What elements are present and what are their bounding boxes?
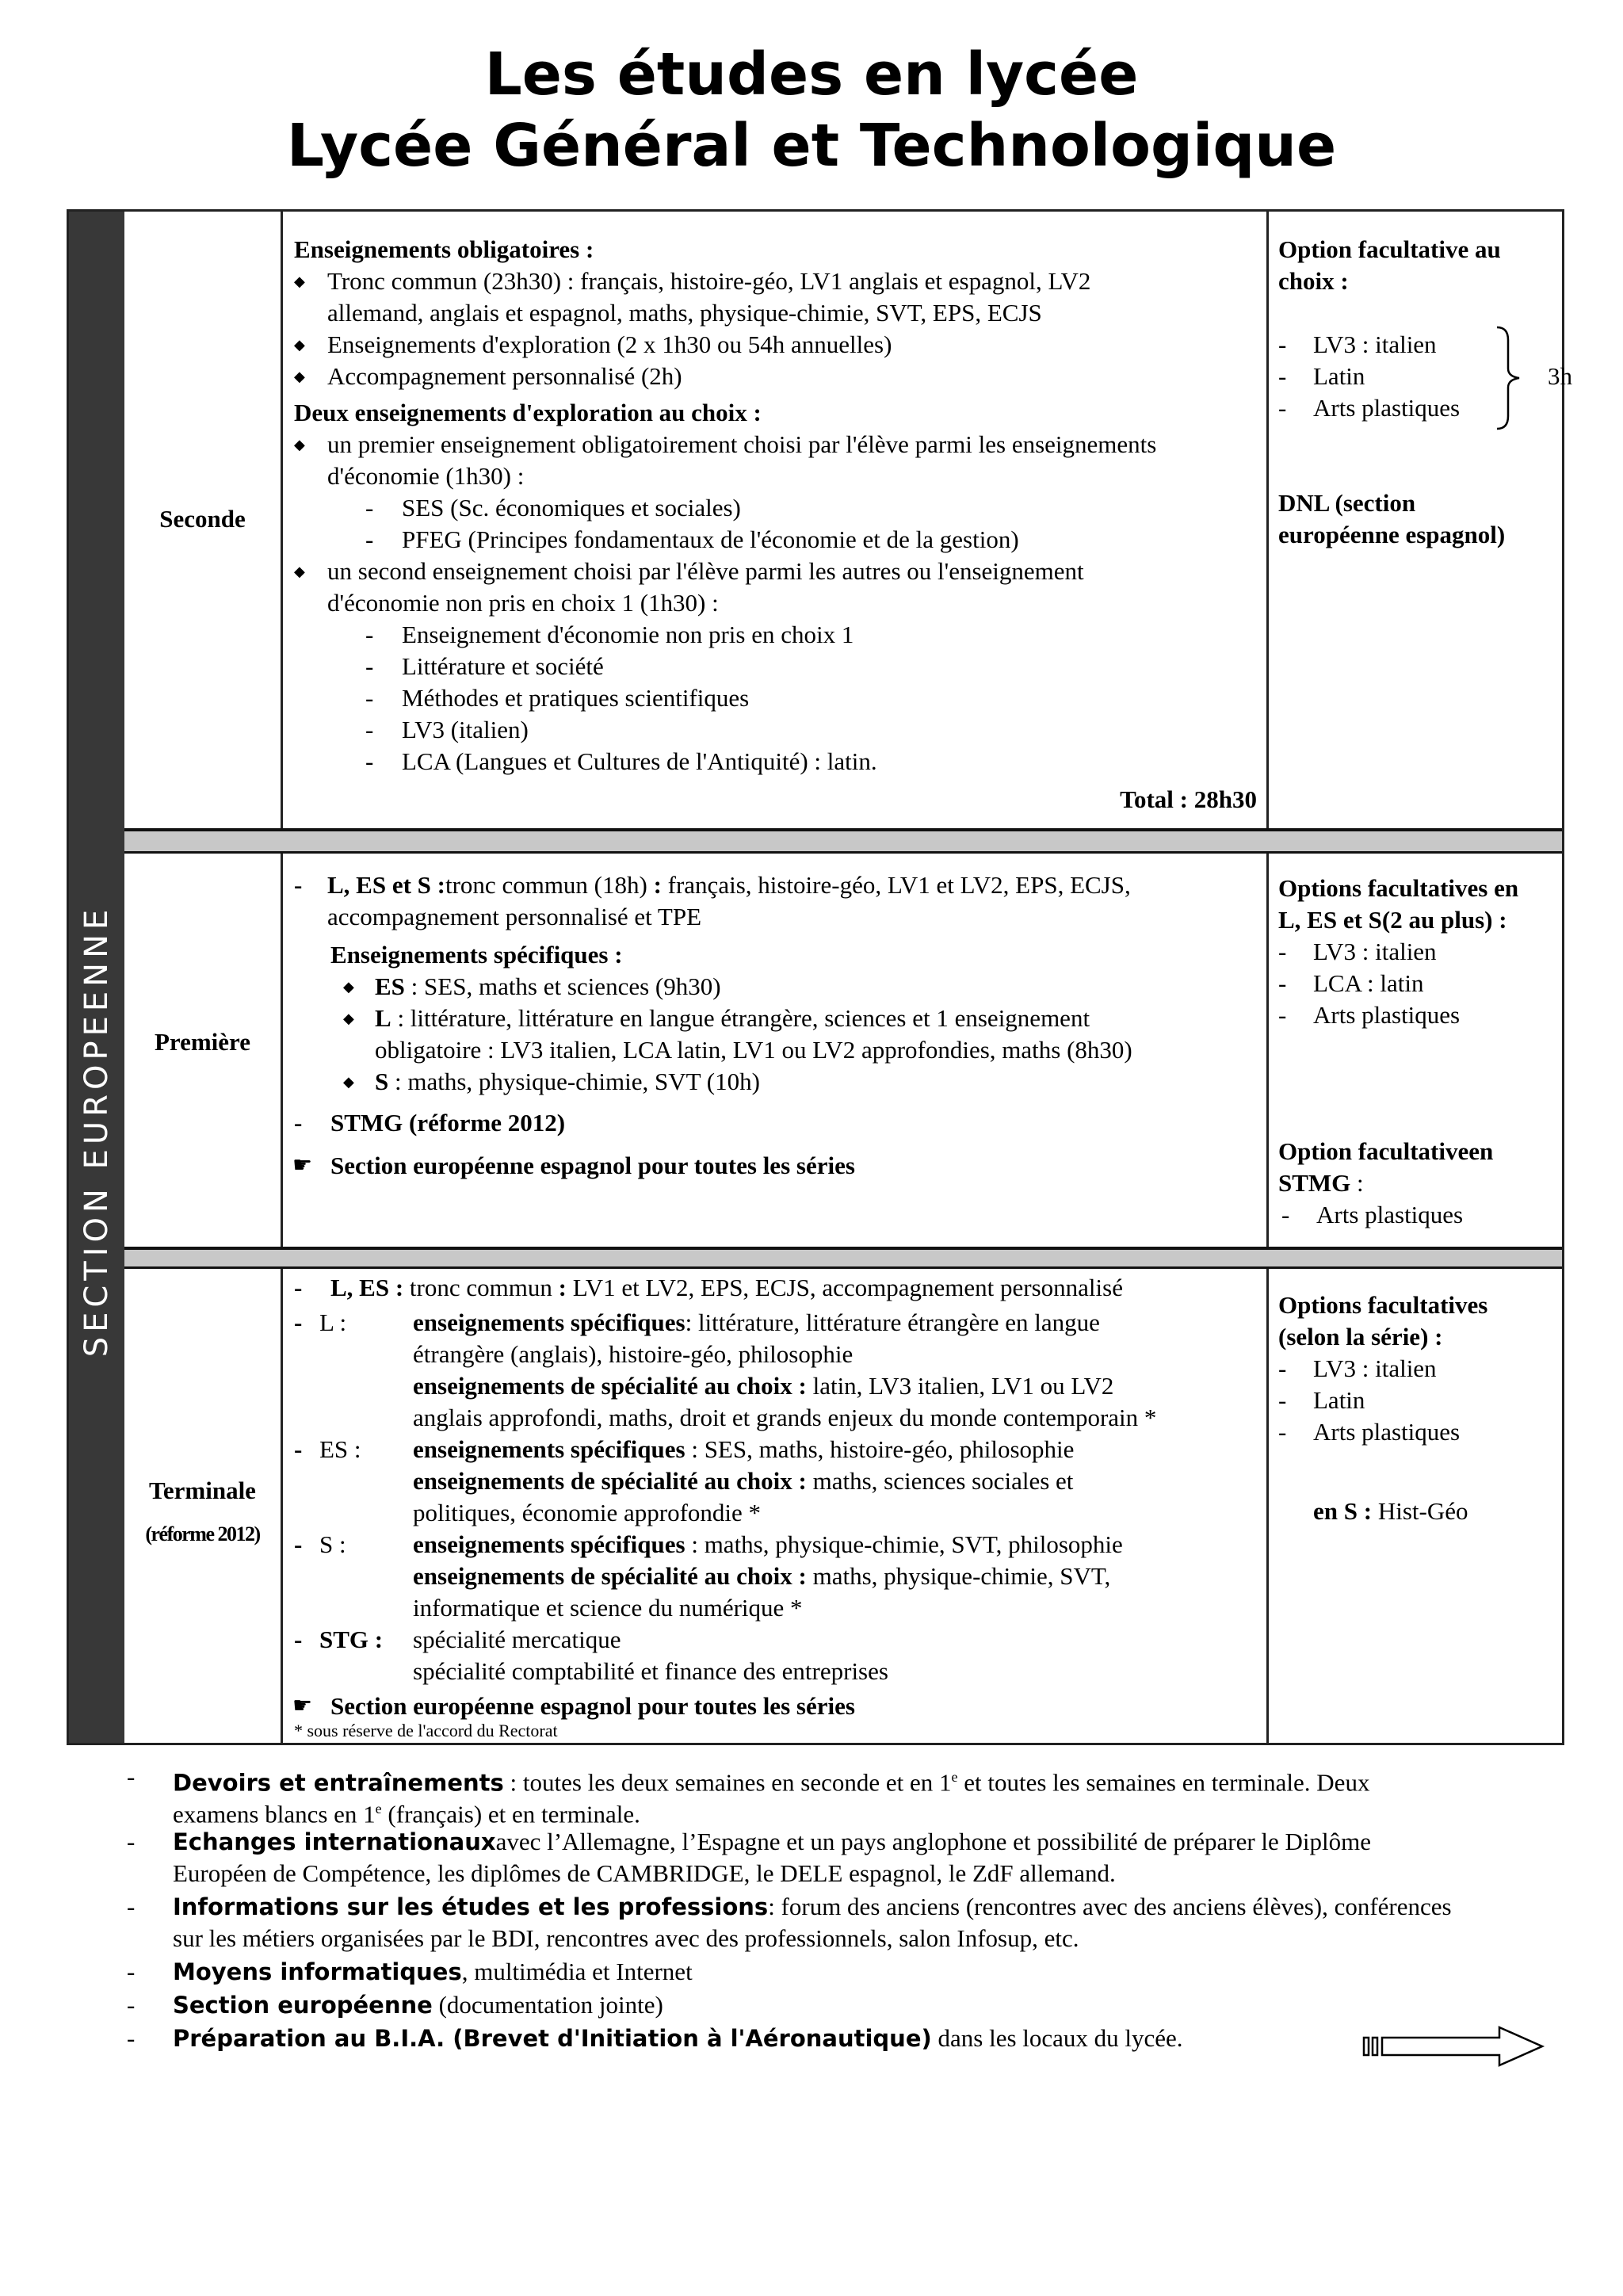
- series-label: ES :: [319, 1435, 361, 1463]
- text: : maths, physique-chimie, SVT, philosophie: [685, 1530, 1123, 1558]
- note-text: [173, 1793, 1536, 1830]
- dash: -: [294, 1308, 303, 1336]
- list-item: allemand, anglais et espagnol, maths, physique-chimie, SVT, EPS, ECJS: [327, 299, 1042, 327]
- text: anglais approfondi, maths, droit et grands enjeux du monde contemporain *: [413, 1404, 1157, 1431]
- dash: -: [294, 1530, 303, 1558]
- dash: -: [1278, 1386, 1287, 1414]
- note-text: [173, 2023, 1536, 2054]
- text: : maths, physique-chimie, SVT (10h): [388, 1068, 760, 1095]
- dash: -: [294, 1626, 303, 1653]
- tronc-commun-line: [330, 1272, 1123, 1304]
- series-label: S: [375, 1068, 389, 1095]
- text: examens blancs en 1: [173, 1800, 376, 1828]
- row-terminale: [124, 1269, 1562, 1745]
- dash: -: [1278, 330, 1287, 358]
- list-item: SES (Sc. économiques et sociales): [402, 494, 741, 521]
- options-cell: [1269, 1269, 1562, 1745]
- option-item: LV3 : italien: [1313, 330, 1437, 358]
- text: enseignements spécifiques: [413, 1530, 685, 1558]
- dash: -: [127, 1763, 136, 1790]
- dash: -: [365, 684, 374, 712]
- next-page-arrow-icon[interactable]: [1361, 2024, 1547, 2069]
- row-seconde: [124, 212, 1572, 828]
- option-item: [1313, 1496, 1468, 1527]
- text: maths, sciences sociales et: [806, 1467, 1074, 1495]
- option-item: Arts plastiques: [1316, 1201, 1464, 1228]
- level-note: (réforme 2012): [145, 1522, 260, 1545]
- text: enseignements spécifiques: [413, 1308, 685, 1336]
- text: spécialité comptabilité et finance des entreprises: [413, 1657, 888, 1685]
- text: étrangère (anglais), histoire-géo, philosophie: [413, 1340, 854, 1368]
- dash: -: [294, 1435, 303, 1463]
- note-text: [173, 1989, 1536, 2021]
- list-item: Enseignement d'économie non pris en choix 1: [402, 621, 854, 648]
- dash: -: [1278, 394, 1287, 422]
- series-label: L :: [319, 1308, 347, 1336]
- options-heading: (selon la série) :: [1278, 1323, 1443, 1350]
- note-text: Européen de Compétence, les diplômes de CAMBRIDGE, le DELE espagnol, le ZdF allemand.: [173, 1859, 1116, 1887]
- text: : toutes les deux semaines en seconde et en 1: [503, 1768, 952, 1797]
- text: informatique et science du numérique *: [413, 1594, 803, 1622]
- diamond-bullet-icon: ◆: [294, 369, 305, 384]
- text: : littérature, littérature étrangère en langue: [685, 1308, 1100, 1336]
- text: e: [951, 1769, 958, 1785]
- dash: -: [365, 525, 374, 553]
- text: , multimédia et Internet: [461, 1958, 693, 1985]
- text: enseignements spécifiques: [413, 1435, 685, 1463]
- diamond-bullet-icon: ◆: [294, 563, 305, 579]
- dash: -: [1278, 969, 1287, 997]
- text: :: [653, 871, 662, 899]
- text: latin, LV3 italien, LV1 ou LV2: [806, 1372, 1114, 1400]
- text: LV1 et LV2, EPS, ECJS, accompagnement personnalisé: [566, 1274, 1123, 1301]
- series-label: L: [375, 1004, 391, 1032]
- dash: -: [127, 1893, 136, 1920]
- options-heading: Option facultativeen: [1278, 1137, 1494, 1165]
- text: tronc commun (18h): [445, 871, 654, 899]
- footnote: * sous réserve de l'accord du Rectorat: [294, 1721, 558, 1740]
- text: avec l’Allemagne, l’Espagne et un pays anglophone et possibilité de préparer le Diplôme: [495, 1828, 1372, 1855]
- text: e: [375, 1801, 382, 1817]
- total-hours: Total : 28h30: [1120, 785, 1257, 813]
- curriculum-table: [67, 209, 1572, 1745]
- list-item: LCA (Langues et Cultures de l'Antiquité) : latin.: [402, 747, 877, 775]
- note-text: [173, 1826, 1536, 1858]
- text: (documentation jointe): [432, 1991, 663, 2019]
- option-hours: 3h: [1548, 362, 1572, 390]
- section-sidebar: [69, 212, 124, 1743]
- text: Hist-Géo: [1372, 1497, 1468, 1525]
- dash: -: [1278, 362, 1287, 390]
- text: :: [558, 1274, 567, 1301]
- list-item: d'économie non pris en choix 1 (1h30) :: [327, 589, 719, 617]
- options-heading: [1278, 1167, 1364, 1199]
- text: obligatoire : LV3 italien, LCA latin, LV1 ou LV2 approfondies, maths (8h30): [375, 1036, 1132, 1064]
- list-item: Enseignements d'exploration (2 x 1h30 ou 54h annuelles): [327, 330, 892, 358]
- text-line: [413, 1307, 1100, 1339]
- dnl-label: européenne espagnol): [1278, 521, 1506, 548]
- dash: -: [127, 1958, 136, 1985]
- list-item: PFEG (Principes fondamentaux de l'économie et de la gestion): [402, 525, 1019, 553]
- text-line: [413, 1561, 1110, 1592]
- diamond-bullet-icon: ◆: [294, 437, 305, 453]
- tronc-commun-line: [327, 869, 1131, 901]
- dash: -: [1278, 938, 1287, 965]
- text: et toutes les semaines en terminale. Deux: [957, 1768, 1370, 1797]
- main-cell: [283, 212, 1269, 828]
- note-label: Devoirs et entraînements: [173, 1769, 504, 1797]
- diamond-bullet-icon: ◆: [294, 337, 305, 353]
- note-label: Section européenne: [173, 1992, 433, 2019]
- heading: Enseignements spécifiques :: [330, 941, 623, 968]
- pointing-hand-icon: ☛: [292, 1694, 313, 1718]
- text-line: [413, 1465, 1073, 1497]
- list-item: Tronc commun (23h30) : français, histoire-géo, LV1 anglais et espagnol, LV2: [327, 267, 1091, 295]
- dash: -: [1278, 1354, 1287, 1382]
- list-item: Littérature et société: [402, 652, 604, 680]
- list-item: LV3 (italien): [402, 716, 529, 743]
- text: enseignements de spécialité au choix :: [413, 1562, 807, 1590]
- note-label: Moyens informatiques: [173, 1958, 462, 1985]
- note-label: Informations sur les études et les professions: [173, 1893, 769, 1920]
- text: : littérature, littérature en langue étrangère, sciences et 1 enseignement: [391, 1004, 1090, 1032]
- series-label: en S :: [1313, 1497, 1373, 1525]
- text-line: [413, 1529, 1123, 1561]
- options-cell: [1269, 212, 1572, 828]
- dash: -: [294, 1109, 303, 1137]
- text-line: [413, 1434, 1074, 1465]
- text: STMG: [1278, 1169, 1351, 1197]
- options-heading: Options facultatives en: [1278, 874, 1519, 902]
- dash: -: [365, 747, 374, 775]
- text: accompagnement personnalisé et TPE: [327, 903, 702, 930]
- main-cell: [283, 854, 1269, 1247]
- list-item: [375, 1003, 1090, 1034]
- dash: -: [365, 494, 374, 521]
- page-subtitle: Lycée Général et Technologique: [286, 112, 1337, 180]
- options-heading: L, ES et S(2 au plus) :: [1278, 906, 1507, 934]
- heading: Enseignements obligatoires :: [294, 235, 594, 263]
- text: politiques, économie approfondie *: [413, 1499, 762, 1526]
- text: maths, physique-chimie, SVT,: [806, 1562, 1111, 1590]
- list-item: un premier enseignement obligatoirement choisi par l'élève parmi les enseignements: [327, 430, 1157, 458]
- level-label: Terminale: [149, 1477, 256, 1504]
- dash: -: [294, 1274, 303, 1301]
- note-label: Echanges internationaux: [173, 1828, 496, 1855]
- main-cell: [283, 1269, 1269, 1745]
- text: enseignements de spécialité au choix :: [413, 1372, 807, 1400]
- euro-line: Section européenne espagnol pour toutes les séries: [330, 1152, 855, 1179]
- options-heading: Options facultatives: [1278, 1291, 1488, 1319]
- text: français, histoire-géo, LV1 et LV2, EPS, ECJS,: [661, 871, 1131, 899]
- text: (français) et en terminale.: [381, 1800, 640, 1828]
- brace-icon: [1494, 324, 1526, 432]
- option-item: Latin: [1313, 1386, 1365, 1414]
- row-premiere: [124, 854, 1562, 1247]
- dash: -: [1278, 1418, 1287, 1446]
- text: :: [1350, 1169, 1364, 1197]
- heading: Deux enseignements d'exploration au choix :: [294, 399, 762, 426]
- note-text: [173, 1956, 1536, 1988]
- text: : forum des anciens (rencontres avec des anciens élèves), conférences: [768, 1893, 1452, 1920]
- list-item: d'économie (1h30) :: [327, 462, 525, 490]
- option-item: Arts plastiques: [1313, 1418, 1461, 1446]
- row-separator: [124, 1247, 1562, 1269]
- list-item: [375, 1066, 760, 1098]
- option-item: Arts plastiques: [1313, 1001, 1461, 1029]
- diamond-bullet-icon: ◆: [343, 1010, 354, 1026]
- level-cell: [124, 212, 283, 828]
- dash: -: [127, 2024, 136, 2052]
- text-line: [413, 1370, 1113, 1402]
- stmg-line: STMG (réforme 2012): [330, 1109, 566, 1137]
- page-title: Les études en lycée: [484, 40, 1139, 109]
- option-item: Latin: [1313, 362, 1365, 390]
- list-item: Accompagnement personnalisé (2h): [327, 362, 682, 390]
- option-item: LV3 : italien: [1313, 938, 1437, 965]
- text: spécialité mercatique: [413, 1626, 621, 1653]
- series-label: S :: [319, 1530, 346, 1558]
- option-item: Arts plastiques: [1313, 394, 1461, 422]
- level-label: Seconde: [159, 505, 246, 533]
- level-label: Première: [154, 1028, 251, 1056]
- diamond-bullet-icon: ◆: [294, 273, 305, 289]
- dash: -: [127, 1991, 136, 2019]
- row-separator: [124, 828, 1562, 854]
- dash: -: [365, 621, 374, 648]
- dnl-label: DNL (section: [1278, 489, 1416, 517]
- series-label: L, ES et S :: [327, 871, 445, 899]
- level-cell: [124, 1269, 283, 1745]
- text: tronc commun: [403, 1274, 559, 1301]
- options-cell: [1269, 854, 1562, 1247]
- pointing-hand-icon: ☛: [292, 1153, 313, 1178]
- options-heading: choix :: [1278, 267, 1349, 295]
- options-heading: Option facultative au: [1278, 235, 1501, 263]
- dash: -: [294, 871, 303, 899]
- list-item: un second enseignement choisi par l'élève parmi les autres ou l'enseignement: [327, 557, 1084, 585]
- note-label: Préparation au B.I.A. (Brevet d'Initiation à l'Aéronautique): [173, 2025, 932, 2052]
- list-item: Méthodes et pratiques scientifiques: [402, 684, 750, 712]
- option-item: LCA : latin: [1313, 969, 1424, 997]
- dash: -: [1278, 1001, 1287, 1029]
- level-cell: [124, 854, 283, 1247]
- dash: -: [127, 1828, 136, 1855]
- diamond-bullet-icon: ◆: [343, 1074, 354, 1090]
- text: : SES, maths, histoire-géo, philosophie: [685, 1435, 1075, 1463]
- text: enseignements de spécialité au choix :: [413, 1467, 807, 1495]
- note-text: sur les métiers organisées par le BDI, rencontres avec des professionnels, salon Infosup, etc.: [173, 1924, 1079, 1952]
- series-label: L, ES :: [330, 1274, 404, 1301]
- note-text: [173, 1891, 1536, 1923]
- diamond-bullet-icon: ◆: [343, 979, 354, 995]
- option-item: LV3 : italien: [1313, 1354, 1437, 1382]
- text: : SES, maths et sciences (9h30): [404, 972, 721, 1000]
- dash: -: [365, 716, 374, 743]
- euro-line: Section européenne espagnol pour toutes les séries: [330, 1692, 855, 1720]
- series-label: ES: [375, 972, 405, 1000]
- list-item: [375, 971, 721, 1003]
- series-label: STG :: [319, 1626, 384, 1653]
- dash: -: [1281, 1201, 1290, 1228]
- dash: -: [365, 652, 374, 680]
- section-sidebar-label: SECTION EUROPEENNE: [78, 904, 115, 1358]
- text: dans les locaux du lycée.: [931, 2024, 1183, 2052]
